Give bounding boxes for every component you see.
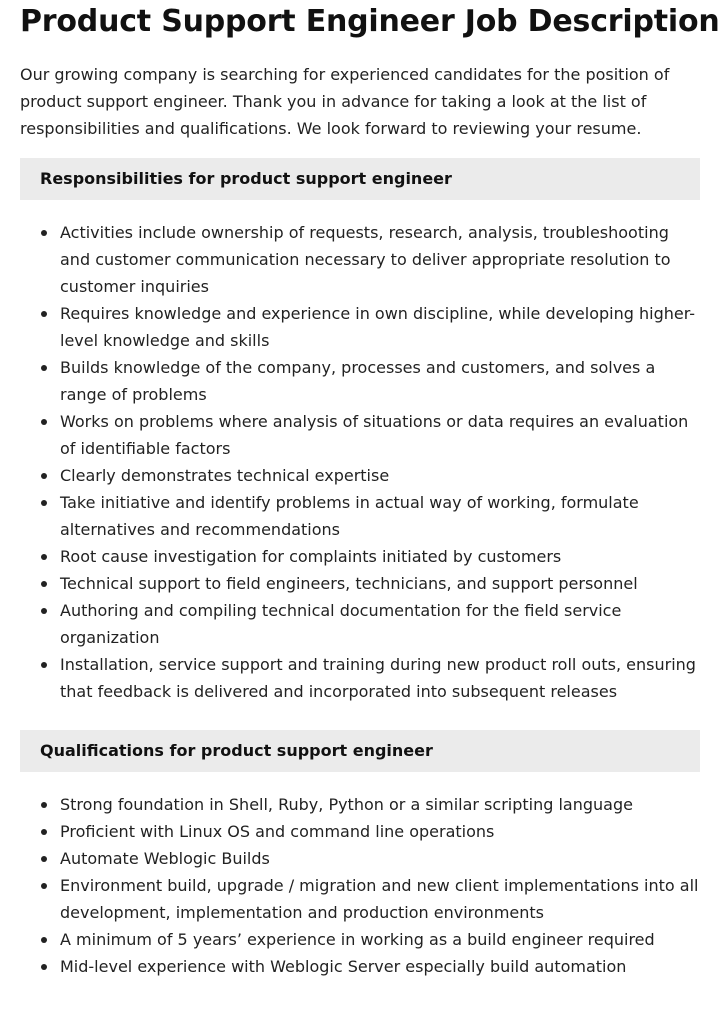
qualifications-heading: Qualifications for product support engineer <box>20 730 700 772</box>
intro-paragraph: Our growing company is searching for experienced candidates for the position of product support engineer. Thank you in advance for taking a look at the list of responsibilities and qualifications. We look forward to reviewing your resume. <box>20 65 670 138</box>
responsibilities-heading: Responsibilities for product support engineer <box>20 158 700 200</box>
responsibilities-list <box>20 219 700 705</box>
responsibility-item: Clearly demonstrates technical expertise <box>20 462 700 489</box>
qualification-item: Proficient with Linux OS and command line operations <box>20 818 700 845</box>
responsibility-item: Activities include ownership of requests, research, analysis, troubleshooting and customer communication necessary to deliver appropriate resolution to customer inquiries <box>20 219 700 300</box>
responsibility-item: Take initiative and identify problems in actual way of working, formulate alternatives and recommendations <box>20 489 700 543</box>
responsibility-item: Builds knowledge of the company, processes and customers, and solves a range of problems <box>20 354 700 408</box>
qualification-item: Mid-level experience with Weblogic Server especially build automation <box>20 953 700 980</box>
qualification-item: A minimum of 5 years’ experience in working as a build engineer required <box>20 926 700 953</box>
qualification-item: Automate Weblogic Builds <box>20 845 700 872</box>
responsibility-item: Technical support to field engineers, technicians, and support personnel <box>20 570 700 597</box>
responsibility-item: Works on problems where analysis of situations or data requires an evaluation of identifiable factors <box>20 408 700 462</box>
qualification-item: Strong foundation in Shell, Ruby, Python or a similar scripting language <box>20 791 700 818</box>
responsibility-item: Root cause investigation for complaints initiated by customers <box>20 543 700 570</box>
responsibility-item: Installation, service support and training during new product roll outs, ensuring that feedback is delivered and incorporated into subsequent releases <box>20 651 700 705</box>
responsibility-item: Authoring and compiling technical documentation for the field service organization <box>20 597 700 651</box>
qualification-item: Environment build, upgrade / migration and new client implementations into all development, implementation and production environments <box>20 872 700 926</box>
qualifications-list <box>20 791 700 980</box>
responsibility-item: Requires knowledge and experience in own discipline, while developing higher-level knowledge and skills <box>20 300 700 354</box>
page-title: Product Support Engineer Job Description <box>20 4 720 39</box>
